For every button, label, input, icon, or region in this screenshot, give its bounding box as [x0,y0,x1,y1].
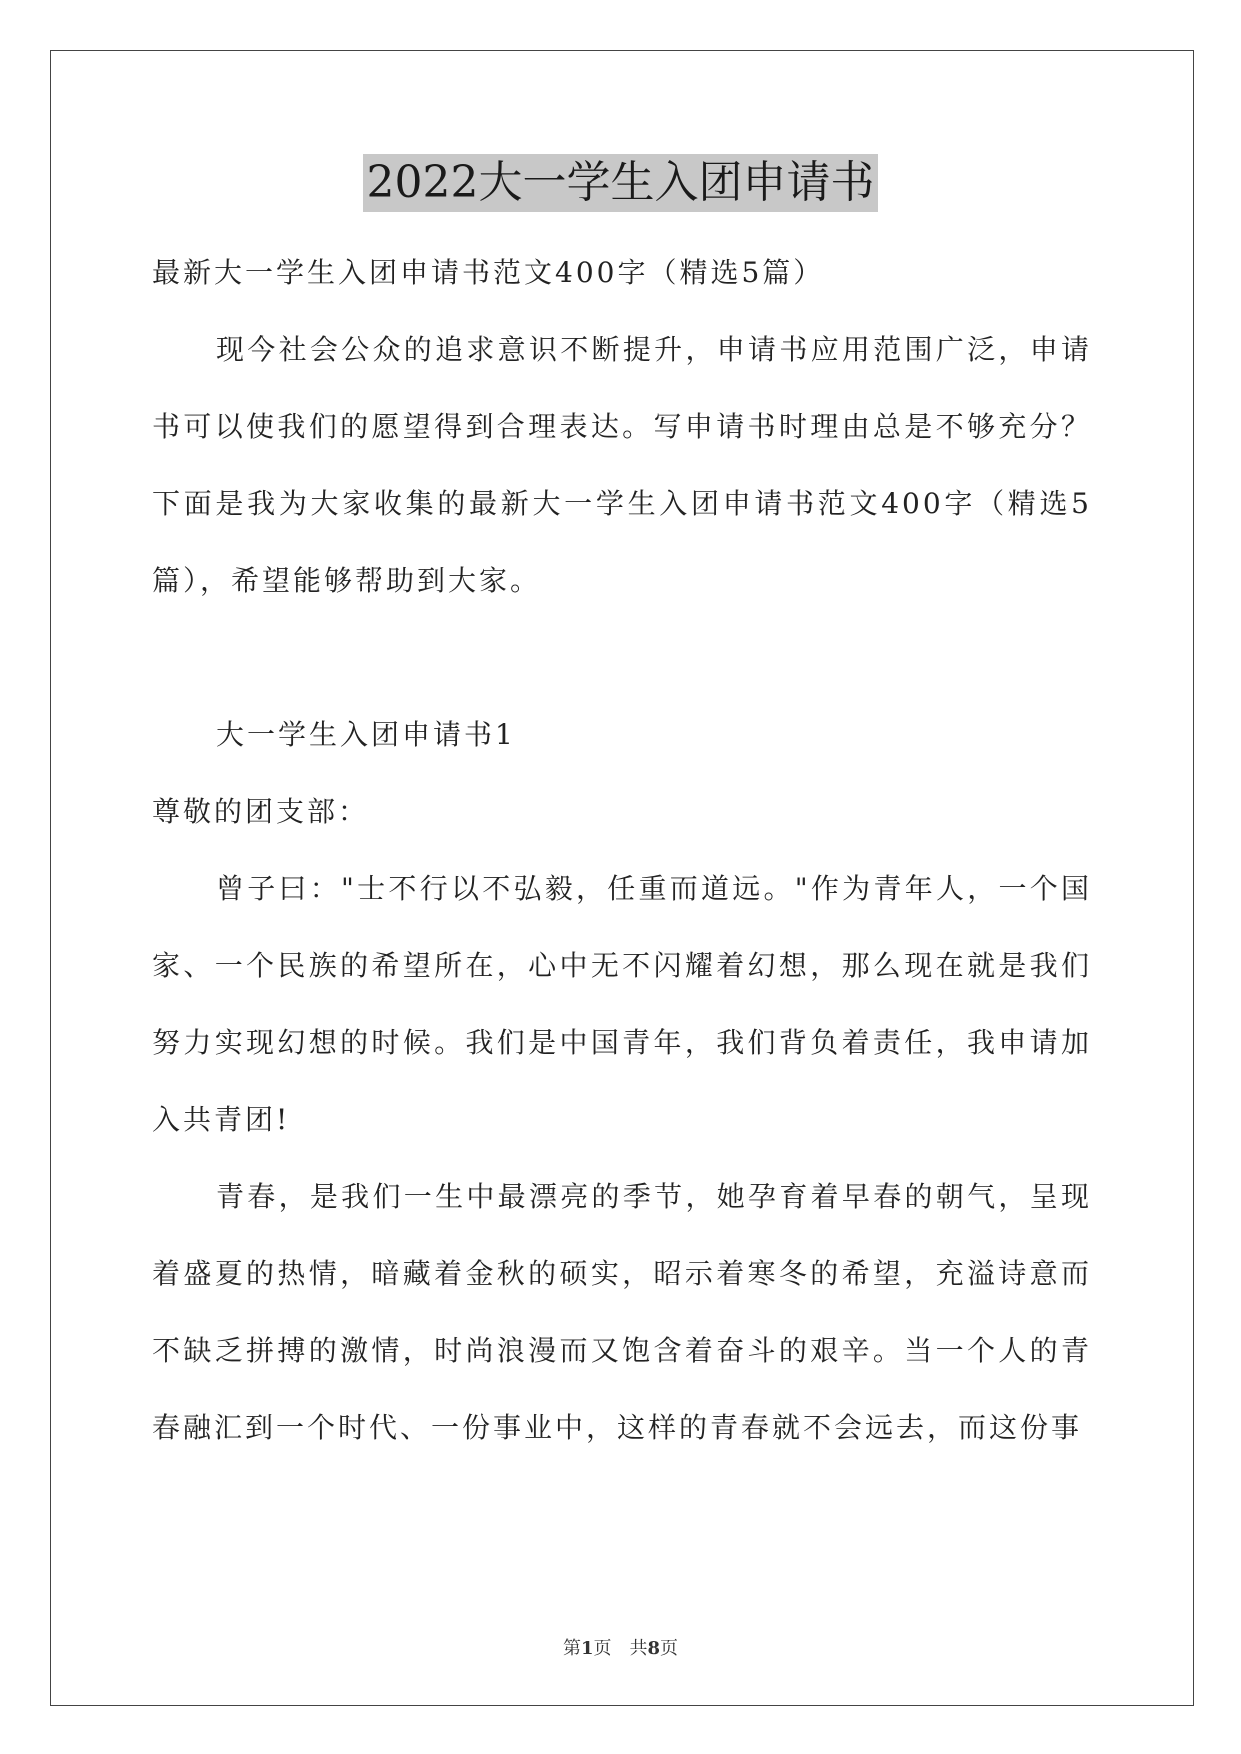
page-current: 1 [580,1638,594,1659]
body-paragraph-1: 曾子曰："士不行以不弘毅，任重而道远。"作为青年人，一个国家、一个民族的希望所在，心中无不闪耀着幻想，那么现在就是我们努力实现幻想的时候。我们是中国青年，我们背负着责任，我申请加入共青团! [152,872,1092,1136]
title-container [0,154,1241,212]
section-heading: 大一学生入团申请书1 [216,718,516,751]
document-title: 2022大一学生入团申请书 [363,154,879,212]
page-prefix: 第 [562,1638,581,1659]
page-suffix: 页 [660,1638,679,1659]
document-subtitle: 最新大一学生入团申请书范文400字（精选5篇） [152,256,825,289]
body-paragraph-2: 青春，是我们一生中最漂亮的季节，她孕育着早春的朝气，呈现着盛夏的热情，暗藏着金秋的硕实，昭示着寒冬的希望，充溢诗意而不缺乏拼搏的激情，时尚浪漫而又饱含着奋斗的艰辛。当一个人的青春融汇到一个时代、一份事业中，这样的青春就不会远去，而这份事 [152,1180,1092,1444]
page-total: 8 [647,1638,661,1659]
salutation: 尊敬的团支部： [152,795,370,828]
page-mid: 页 共 [593,1638,648,1659]
document-body [152,234,1092,1466]
page-footer [0,1634,1241,1660]
intro-paragraph: 现今社会公众的追求意识不断提升，申请书应用范围广泛，申请书可以使我们的愿望得到合理表达。写申请书时理由总是不够充分？下面是我为大家收集的最新大一学生入团申请书范文400字（精选5篇），希望能够帮助到大家。 [152,333,1092,597]
spacer [152,619,1092,696]
